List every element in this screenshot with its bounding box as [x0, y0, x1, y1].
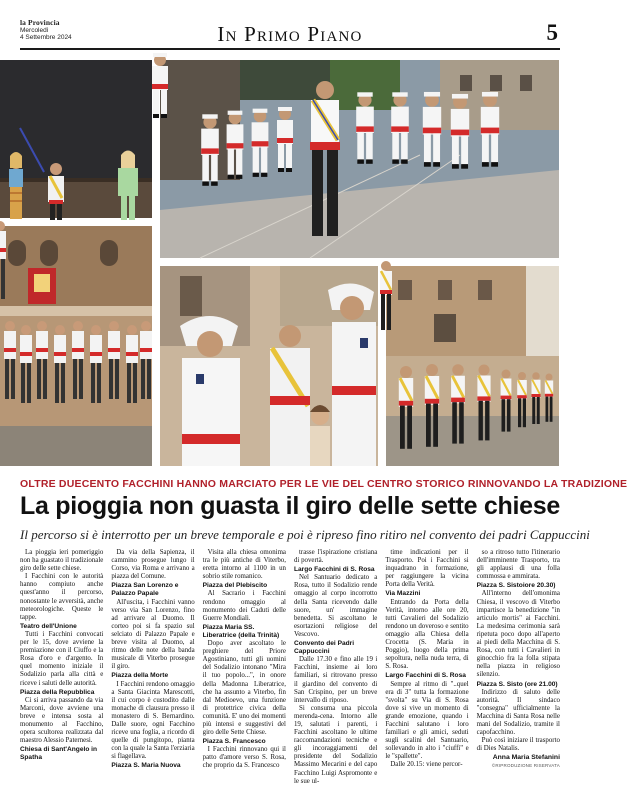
stop-heading: Piazza della Repubblica [20, 688, 95, 696]
article-column-2 [111, 549, 194, 775]
article-column-1 [20, 549, 103, 775]
paragraph: Al Sacrario i Facchini rendono omaggio al monumento dei Caduti delle Guerre Mondiali. [202, 590, 286, 622]
paragraph: All'uscita, i Facchini vanno verso via San Lorenzo, fino ad arrivare al Duomo. Il corteo poi si fa spazio sul selciato di Palazzo Papale e breve visita al Duomo, al ritmo delle note della banda musicale di Viterbo prosegue il giro. [111, 598, 195, 671]
stop-heading: Piazza Maria SS. Liberatrice (della Trinità) [202, 623, 280, 639]
paragraph: I Facchini rinnovano qui il patto d'amore verso S. Rosa, che proprio da S. Francesco [202, 746, 286, 770]
article-column-3 [203, 549, 286, 775]
stop-heading: Convento dei Padri Cappuccini [293, 640, 355, 656]
photo-ceremony-stage [0, 60, 152, 218]
article-column-6 [477, 549, 560, 775]
paragraph: Sempre al ritmo di "..quel era di 3" tutta la formazione "svolta" su Via di S. Rosa dove si vive un momento di grande emozione, quando i Facchini salutano i loro familiari e gli amici, seduti sugli scalini del Santuario, sollevando in alto i "ciuffi" e le "spallette". [385, 680, 469, 761]
paragraph: All'interno dell'omonima Chiesa, il vescovo di Viterbo impartisce la benedizione "in articulo mortis" ai Facchini. La medesima cerimonia sarà ripetuta poco dopo all'aperto ai piedi della Macchina di S. Rosa, con tutti i Cavalieri in ginocchio fra la folla stipata nella piazza in religioso silenzio. [476, 590, 560, 679]
article-body [20, 549, 560, 785]
paragraph: Indirizzo di saluto delle autorità. Il sindaco "consegna" ufficialmente la Macchina di Santa Rosa nelle mani del Sodalizio, tramite il capofacchino. [476, 688, 560, 737]
stop-heading: Piazza S. Maria Nuova [111, 762, 181, 770]
paragraph: Dalle 20.15: viene percor- [390, 761, 463, 769]
article-kicker: OLTRE DUECENTO FACCHINI HANNO MARCIATO PER LE VIE DEL CENTRO STORICO RINNOVANDO LA TRADIZIONE [20, 478, 627, 490]
photo-porters-marching [386, 266, 559, 466]
section-title: In Primo Piano [217, 22, 363, 46]
paragraph: so a ritroso tutto l'itinerario dell'imminente Trasporto, tra gli applausi di una folla commossa e ammirata. [476, 549, 560, 581]
stop-heading: Piazza S. Sistoiore 20.30) [476, 582, 556, 590]
porter-foreground-left [180, 316, 240, 466]
paragraph: Ci si arriva passando da via Marconi, dove avviene una breve e intensa sosta al monumento al Facchino, opera scultorea realizzata dal maestro Alessio Paternesi. [20, 696, 104, 745]
stop-heading: Piazza S. Sisto (ore 21.00) [476, 680, 558, 688]
paragraph: Nel Santuario dedicato a Rosa, tutto il Sodalizio rende omaggio al corpo incorrotto della Santa ricevendo dalle suore, un' immagine benedetta. Si ascoltano le esortazioni religiose del Vescovo. [293, 574, 378, 638]
photo-porters-closeup [160, 266, 378, 466]
stop-heading: Piazza della Morte [111, 672, 169, 680]
paragraph: Si consuma una piccola merenda-cena. Intorno alle 19, salutati i parenti, i Facchini ascoltano le ultime raccomandazioni tecniche e gli incoraggiamenti del presidente del Sodalizio Massimo Mecarini e del capo Facchino Luigi Aspromonte e le sue ul- [293, 704, 378, 785]
paragraph: Da via della Sapienza, il cammino prosegue lungo il Corso, via Roma e arrivano a piazza del Comune. [111, 549, 195, 581]
stop-heading: Teatro dell'Unione [20, 622, 77, 630]
paragraph: Dalle 17.30 e fino alle 19 i Facchini, insieme ai loro familiari, si ritrovano presso il giardino del convento di San Crispino, per un breve intervallo di riposo. [293, 656, 378, 704]
masthead [0, 0, 580, 46]
stop-heading: Piazza S. Francesco [202, 738, 266, 746]
paragraph: Dopo aver ascoltato le preghiere del Priore Agostiniano, tutti gli uomini del Sodalizio intonano "Mira il tuo popolo...", in onore della Madonna Liberatrice, che ha assunto a Viterbo, fin dal Medioevo, una funzione di protettrice civica della comunità. E' uno dei momenti più intensi e suggestivi del giro delle Sette Chiese. [202, 640, 286, 737]
woman-left [9, 152, 23, 219]
stop-heading: Piazza San Lorenzo e Palazzo Papale [111, 582, 179, 598]
article-subhead: Il percorso si è interrotto per un breve temporale e poi è ripreso fino ritiro nel convento dei padri Cappuccini [20, 527, 590, 542]
article-headline: La pioggia non guasta il giro delle sette chiese [20, 492, 560, 520]
newspaper-logo: la Provincia [20, 18, 60, 27]
article-column-4 [293, 549, 378, 785]
article-column-5 [385, 549, 468, 775]
stop-heading: Piazza del Plebiscito [202, 582, 268, 590]
child [310, 405, 330, 466]
masthead-date: 4 Settembre 2024 [20, 34, 72, 42]
paragraph: I Facchini rendono omaggio a Santa Giacinta Marescotti, il cui corpo è custodito dalle monache di clausura presso il monastero di S. Bernardino. Dalle suore, ogni Facchino riceve una foglia, a ricordo di quelle di pungitopo, pianta con la quale la Santa l'erziaria si flagellava. [111, 680, 195, 761]
author-signature: Anna Maria Stefanini [492, 754, 560, 762]
photo-group-square [0, 226, 152, 466]
paragraph: Può così iniziare il trasporto di Dies Natalis. [476, 737, 560, 753]
photo-parade-street [160, 60, 559, 258]
paragraph: trasse l'ispirazione cristiana di povertà. [293, 549, 378, 565]
stop-heading: Largo Facchini di S. Rosa [385, 672, 466, 680]
stop-heading: Largo Facchini di S. Rosa [293, 566, 375, 574]
masthead-day: Mercoledì [20, 26, 49, 34]
page-number: 5 [546, 20, 558, 45]
stop-heading: Chiesa di Sant'Angelo in Spatha [20, 746, 98, 762]
paragraph: time indicazioni per il Trasporto. Poi i Facchini si inquadrano in formazione, per raggiungere la vicina Porta della Verità. [385, 549, 469, 589]
copyright-notice: ©RIPRODUZIONE RISERVATA [491, 763, 560, 769]
paragraph: La pioggia ieri pomeriggio non ha guastato il tradizionale giro delle sette chiese. [20, 549, 104, 573]
stop-heading: Via Mazzini [385, 590, 421, 598]
paragraph: Entrando da Porta della Verità, intorno alle ore 20, tutti Cavalieri del Sodalizio rendono un doveroso e sentito omaggio alla Chiesa della Crocetta (S. Maria in Poggio), luogo della prima sepoltura, nella nuda terra, di S. Rosa. [385, 598, 469, 671]
paragraph: Tutti i Facchini convocati per le 15, dove avviene la premiazione con il Ciuffo e la Rosa d'oro e d'argento. In quel momento iniziale il Sodalizio parla alla città e riceve i saluti delle autorità. [20, 630, 104, 687]
paragraph: I Facchini con le autorità hanno compiuto anche quest'anno il percorso, nonostante le avversità, anche meteorologiche. Queste le tappe. [20, 573, 104, 621]
masthead-rule [20, 48, 560, 50]
paragraph: Visita alla chiesa omonima tra le più antiche di Viterbo, eretta intorno al 1100 in un sobrio stile romanico. [202, 549, 286, 581]
